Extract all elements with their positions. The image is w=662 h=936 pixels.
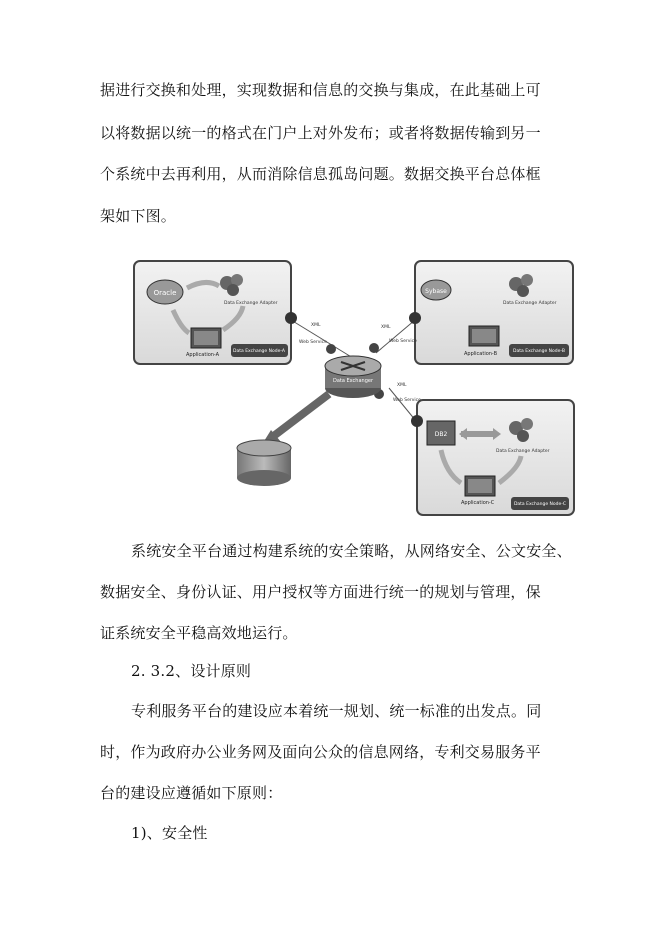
architecture-diagram <box>131 258 577 518</box>
paragraph1-line-3: 个系统中去再利用，从而消除信息孤岛问题。数据交换平台总体框 <box>100 165 541 183</box>
central-database-icon <box>237 440 291 486</box>
paragraph3-line-1: 专利服务平台的建设应本着统一规划、统一标准的出发点。同 <box>131 702 542 720</box>
link-b-xml-label: XML <box>381 325 391 330</box>
paragraph3-line-2: 时，作为政府办公业务网及面向公众的信息网络，专利交易服务平 <box>100 743 541 761</box>
link-b-ws-label: Web Service <box>389 339 417 344</box>
node-b-app-label: Application-B <box>464 351 497 357</box>
data-exchanger-label: Data Exchanger <box>332 378 374 384</box>
link-c-ws-label: Web Service <box>393 398 421 403</box>
node-c-node-label: Data Exchange Node-C <box>513 502 567 507</box>
paragraph2-line-2: 数据安全、身份认证、用户授权等方面进行统一的规划与管理，保 <box>100 583 541 601</box>
paragraph1-line-1: 据进行交换和处理，实现数据和信息的交换与集成，在此基础上可 <box>100 81 541 99</box>
node-b-adapter-label: Data Exchange Adapter <box>503 301 557 306</box>
node-c-adapter-label: Data Exchange Adapter <box>496 449 550 454</box>
node-a-panel <box>134 261 291 364</box>
node-a-db-label: Oracle <box>153 289 177 297</box>
paragraph1-line-2: 以将数据以统一的格式在门户上对外发布；或者将数据传输到另一 <box>100 124 541 142</box>
link-c-xml-label: XML <box>397 383 407 388</box>
link-a-xml-label: XML <box>311 323 321 328</box>
node-c-app-label: Application-C <box>461 500 495 506</box>
data-exchanger-icon <box>325 356 381 398</box>
node-c-db-label: DB2 <box>434 431 448 438</box>
paragraph1-line-4: 架如下图。 <box>100 207 177 225</box>
node-b-node-label: Data Exchange Node-B <box>513 349 565 354</box>
list-item-security: 1)、安全性 <box>131 824 208 842</box>
node-b-panel <box>415 261 573 364</box>
node-a-adapter-label: Data Exchange Adapter <box>224 301 278 306</box>
node-a-node-label: Data Exchange Node-A <box>233 349 285 354</box>
paragraph2-line-3: 证系统安全平稳高效地运行。 <box>100 624 298 642</box>
paragraph2-line-1: 系统安全平台通过构建系统的安全策略，从网络安全、公文安全、 <box>131 542 572 560</box>
node-a-app-label: Application-A <box>186 352 220 358</box>
node-b-db-label: Sybase <box>425 288 447 295</box>
node-c-panel <box>417 400 574 515</box>
section-heading: 2. 3.2、设计原则 <box>131 662 252 680</box>
paragraph3-line-3: 台的建设应遵循如下原则： <box>100 784 283 802</box>
link-a-ws-label: Web Service <box>299 340 327 345</box>
